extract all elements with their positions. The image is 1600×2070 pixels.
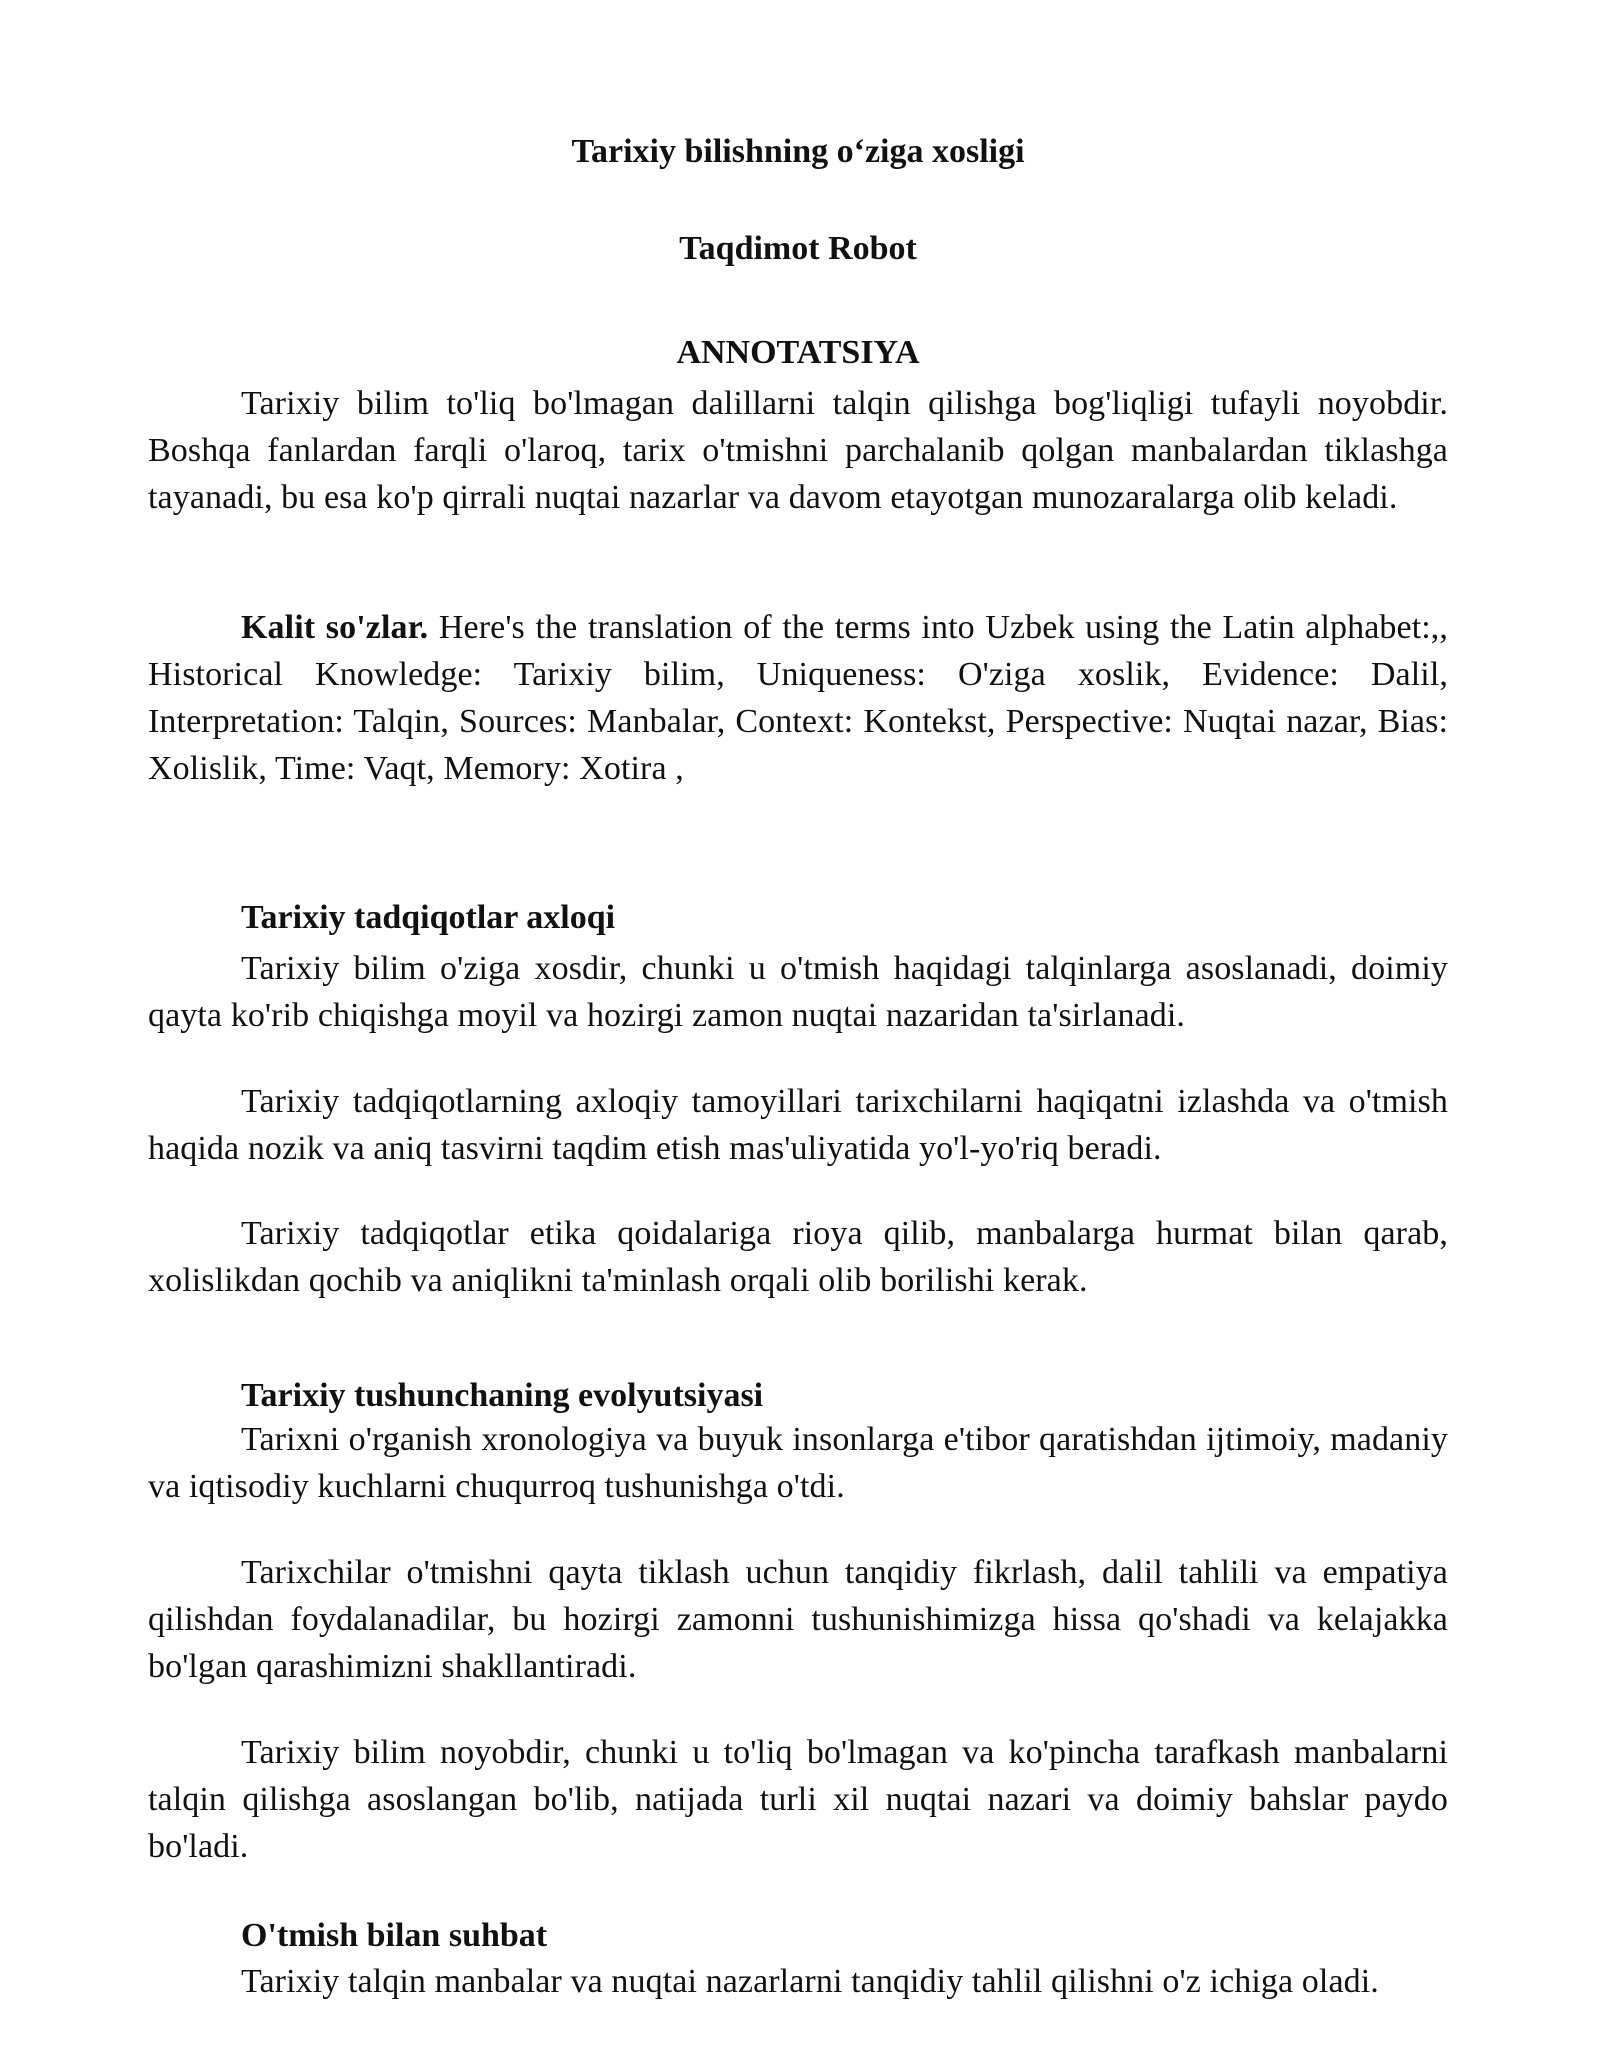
section-paragraph: Tarixiy bilim o'ziga xosdir, chunki u o'tmish haqidagi talqinlarga asoslanadi, doimiy qayta ko'rib chiqishga moyil va hozirgi zamon nuqtai nazaridan ta'sirlanadi. bbox=[148, 950, 1448, 1034]
keywords-paragraph bbox=[148, 604, 1448, 792]
abstract-heading: ANNOTATSIYA bbox=[676, 334, 920, 371]
keywords-text: Here's the translation of the terms into Uzbek using the Latin alphabet:,, Historical Knowledge: Tarixiy bilim, Uniqueness: O'ziga xoslik, Evidence: Dalil, Interpretation: Talqin, Sources: Manbalar, Context: Kontekst, Perspective: Nuqtai nazar, Bias: Xolislik, Time: Vaqt, Memory: Xotira , bbox=[148, 609, 1448, 787]
document-author: Taqdimot Robot bbox=[679, 230, 917, 267]
section-heading-dialogue: O'tmish bilan suhbat bbox=[241, 1917, 548, 1954]
section-heading-evolution: Tarixiy tushunchaning evolyutsiyasi bbox=[241, 1377, 764, 1414]
abstract-paragraph: Tarixiy bilim to'liq bo'lmagan dalillarni talqin qilishga bog'liqligi tufayli noyobdir. Boshqa fanlardan farqli o'laroq, tarix o'tmishni parchalanib qolgan manbalardan tiklashga tayanadi, bu esa ko'p qirrali nuqtai nazarlar va davom etayotgan munozaralarga olib keladi. bbox=[148, 385, 1448, 516]
section-paragraph: Tarixiy talqin manbalar va nuqtai nazarlarni tanqidiy tahlil qilishni o'z ichiga oladi. bbox=[241, 1963, 1379, 2000]
section-paragraph: Tarixchilar o'tmishni qayta tiklash uchun tanqidiy fikrlash, dalil tahlili va empatiya qilishdan foydalanadilar, bu hozirgi zamonni tushunishimizga hissa qo'shadi va kelajakka bo'lgan qarashimizni shakllantiradi. bbox=[148, 1554, 1448, 1685]
section-heading-research-ethics: Tarixiy tadqiqotlar axloqi bbox=[241, 899, 616, 936]
document-title: Tarixiy bilishning o‘ziga xosligi bbox=[571, 133, 1025, 170]
section-paragraph: Tarixiy bilim noyobdir, chunki u to'liq bo'lmagan va ko'pincha tarafkash manbalarni talqin qilishga asoslangan bo'lib, natijada turli xil nuqtai nazari va doimiy bahslar paydo bo'ladi. bbox=[148, 1734, 1448, 1865]
keywords-label: Kalit so'zlar. bbox=[241, 609, 429, 646]
section-paragraph: Tarixni o'rganish xronologiya va buyuk insonlarga e'tibor qaratishdan ijtimoiy, madaniy va iqtisodiy kuchlarni chuqurroq tushunishga o'tdi. bbox=[148, 1421, 1448, 1505]
section-paragraph: Tarixiy tadqiqotlarning axloqiy tamoyillari tarixchilarni haqiqatni izlashda va o'tmish haqida nozik va aniq tasvirni taqdim etish mas'uliyatida yo'l-yo'riq beradi. bbox=[148, 1083, 1448, 1167]
section-paragraph: Tarixiy tadqiqotlar etika qoidalariga rioya qilib, manbalarga hurmat bilan qarab, xolislikdan qochib va aniqlikni ta'minlash orqali olib borilishi kerak. bbox=[148, 1215, 1448, 1299]
